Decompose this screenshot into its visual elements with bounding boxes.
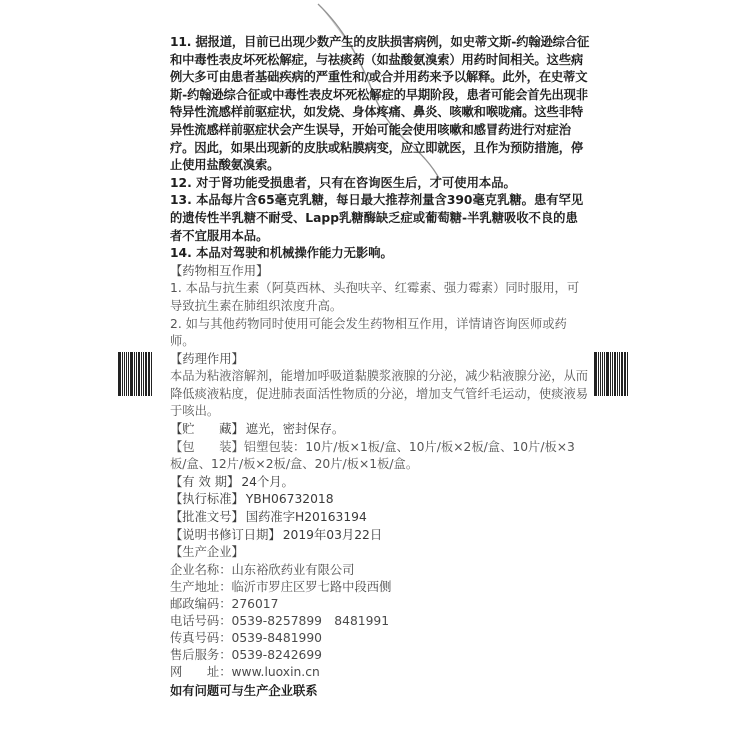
- manufacturer-heading: 【生产企业】: [170, 545, 244, 560]
- company-web: www.luoxin.cn: [231, 664, 320, 679]
- validity-value: 24个月。: [241, 474, 294, 489]
- company-service: 0539-8242699: [231, 647, 322, 662]
- revision-value: 2019年03月22日: [282, 527, 383, 542]
- company-service-label: 售后服务：: [170, 647, 232, 662]
- validity-label: 【有 效 期】: [170, 474, 240, 489]
- approval-label: 【批准文号】: [170, 510, 244, 525]
- company-postcode-row: [170, 596, 590, 613]
- validity-row: [170, 474, 590, 492]
- revision-label: 【说明书修订日期】: [170, 527, 281, 542]
- interactions-heading: 【药物相互作用】: [170, 263, 269, 278]
- revision-row: [170, 527, 590, 545]
- leaflet-text: [170, 34, 590, 700]
- standard-value: YBH06732018: [245, 492, 334, 507]
- warning-item-14: 14. 本品对驾驶和机械操作能力无影响。: [170, 246, 393, 261]
- warning-item-12: 12. 对于肾功能受损患者，只有在咨询医生后，才可使用本品。: [170, 175, 516, 190]
- company-name-label: 企业名称：: [170, 562, 232, 577]
- storage-row: [170, 421, 590, 439]
- warning-item-11: 11. 据报道，目前已出现少数产生的皮肤损害病例，如史蒂文斯-约翰逊综合征和中毒性表皮坏死松解症，与祛痰药（如盐酸氨溴索）用药时间相关。这些病例大多可由患者基础疾病的严重性和/或合并用药来予以解释。此外，在史蒂文斯-约翰逊综合征或中毒性表皮坏死松解症的早期阶段，患者可能会首先出现非特异性流感样前驱症状，如发烧、身体疼痛、鼻炎、咳嗽和喉咙痛。这些非特异性流感样前驱症状会产生误导，开始可能会使用咳嗽和感冒药进行对症治疗。因此，如果出现新的皮肤或粘膜病变，应立即就医，且作为预防措施，停止使用盐酸氨溴索。: [170, 35, 590, 173]
- company-address: 临沂市罗庄区罗七路中段西侧: [231, 579, 392, 594]
- footer-contact-note: 如有问题可与生产企业联系: [170, 683, 318, 698]
- company-postcode-label: 邮政编码：: [170, 596, 232, 611]
- company-web-row: [170, 664, 590, 681]
- company-fax: 0539-8481990: [231, 630, 322, 645]
- company-phone-row: [170, 613, 590, 630]
- package-label: 【包 装】: [170, 439, 244, 454]
- pharmacology-text: 本品为粘液溶解剂，能增加呼吸道黏膜浆液腺的分泌，减少粘液腺分泌，从而降低痰液粘度，促进肺表面活性物质的分泌，增加支气管纤毛运动，使痰液易于咳出。: [170, 369, 589, 419]
- standard-label: 【执行标准】: [170, 492, 244, 507]
- company-name: 山东裕欣药业有限公司: [231, 562, 355, 577]
- company-address-row: [170, 579, 590, 596]
- company-phone-label: 电话号码：: [170, 613, 232, 628]
- approval-row: [170, 509, 590, 527]
- barcode-strip-left: [118, 352, 152, 396]
- standard-row: [170, 491, 590, 509]
- company-phone: 0539-8257899 8481991: [231, 613, 390, 628]
- company-name-row: [170, 562, 590, 579]
- barcode-strip-right: [594, 352, 628, 396]
- storage-label: 【贮 藏】: [170, 422, 244, 437]
- company-service-row: [170, 647, 590, 664]
- approval-value: 国药准字H20163194: [245, 510, 367, 525]
- package-value: 铝塑包装：10片/板×1板/盒、10片/板×2板/盒、10片/板×3板/盒、12片/板×2板/盒、20片/板×1板/盒。: [170, 439, 575, 472]
- company-fax-row: [170, 630, 590, 647]
- interactions-item-1: 1. 本品与抗生素（阿莫西林、头孢呋辛、红霉素、强力霉素）同时服用，可导致抗生素在肺组织浓度升高。: [170, 281, 580, 313]
- warning-item-13: 13. 本品每片含65毫克乳糖，每日最大推荐剂量含390毫克乳糖。患有罕见的遗传性半乳糖不耐受、Lapp乳糖酶缺乏症或葡萄糖-半乳糖吸收不良的患者不宜服用本品。: [170, 193, 584, 243]
- company-web-label: 网 址：: [170, 664, 232, 679]
- storage-value: 遮光，密封保存。: [245, 422, 345, 437]
- company-fax-label: 传真号码：: [170, 630, 232, 645]
- package-row: [170, 439, 590, 474]
- pharmacology-heading: 【药理作用】: [170, 351, 244, 366]
- company-address-label: 生产地址：: [170, 579, 232, 594]
- company-postcode: 276017: [231, 596, 279, 611]
- interactions-item-2: 2. 如与其他药物同时使用可能会发生药物相互作用，详情请咨询医师或药师。: [170, 316, 567, 349]
